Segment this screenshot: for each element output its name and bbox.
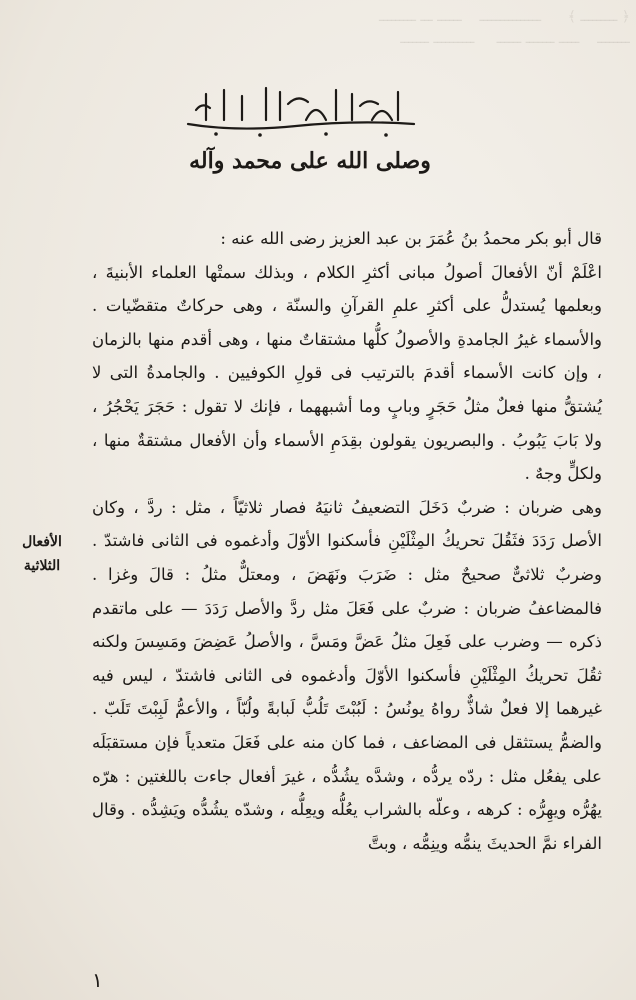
basmala-ornament <box>176 80 426 142</box>
paragraph-1: اعْلَمْ أنّ الأفعالَ أصولُ مبانى أكثرِ الكلام ، وبذلك سمتْها العلماء الأبنيةَ ، وبعلمها يُستدلُّ على أكثرِ علمِ القرآنِ والسنّة ، وهى حركاتٌ متقضّيات . والأسماء غيرُ الجامدةِ والأصولُ كلُّها مشتقاتٌ منها ، وهى أقدم منها بالزمان ، وإن كانت الأسماء أقدمَ بالترتيب فى قولِ الكوفيين . والجامدةُ التى لا يُشتقُّ منها فعلٌ مثلُ حَجَرٍ وبابٍ وما أشبههما ، فإنك لا تقول : حَجَرَ يَحْجُرُ ، ولا بَابَ يَبُوبُ . والبصريون يقولون بقِدَمِ الأسماء وأن الأفعال مشتقةٌ منها ، ولكلٍّ وجهٌ . <box>92 262 602 484</box>
salawat-heading: وصلى الله على محمد وآله <box>189 148 431 174</box>
basmala-calligraphy <box>176 80 426 142</box>
page-number: ١ <box>92 968 103 992</box>
paragraph-2: وهى ضربان : ضربٌ دَخَلَ التضعيفُ ثانيَهُ فصار ثلاثيّاً ، مثل : ردَّ ، وكان الأصل رَدَدَ فثَقُلَ تحريكُ المِثْلَيْنِ فأسكنوا الأوّلَ وأدغموه فى الثانى فاشتدّ . وضربٌ ثلاثىٌّ صحيحٌ مثل : ضَرَبَ ونَهَضَ ، ومعتلٌّ مثلُ : قالَ وغزا . فالمضاعفُ ضربان : ضربٌ على فَعَلَ مثل ردَّ والأصل رَدَدَ — على ماتقدم ذكره — وضرب على فَعِلَ مثلُ عَضَّ ومَسَّ ، والأصلُ عَضِضَ ومَسِسَ ولكنه ثقُلَ تحريكُ المِثْلَيْنِ فأسكنوا الأوّلَ وأدغموه فى الثانى فاشتدّ ، ليس فيه غيرهما إلا فعلٌ شاذٌّ رواهُ يونُسُ : لَبُبْتَ تَلُبُّ لَبابةً ولُبّاً ، والأعمُّ لَبِبْتَ تَلَبّ . والضمُّ يستثقل فى المضاعف ، فما كان منه على فَعَلَ متعدياً فإن مستقبَلَه على يفعُل مثل : ردّه يردُّه ، وشدَّه يشُدُّه ، غيرَ أفعال جاءت باللغتين : هرّه يهُرُّه ويهِرُّه : كرهه ، وعلّه بالشراب يعُلُّه ويعِلُّه ، وشدّه يشُدُّه ويَشِدُّه . وقال الفراء نمَّ الحديثَ ينمُّه وينِمُّه ، وبتَّ <box>92 497 602 853</box>
margin-note: الأفعال الثلاثية <box>22 534 62 574</box>
paragraph-intro: قال أبو بكر محمدُ بنُ عُمَرَ بن عبد العزيز رضى الله عنه : <box>220 229 602 248</box>
main-text <box>92 222 602 860</box>
bleed-through-text: ﴿ ـــــــــ ﴾ ـــــــــــــــ ــــــ ـــ ـــــــــ ــــــــ ـــــ ـــــــ ــــــ ــــــــــ ـــــــ <box>379 9 630 47</box>
